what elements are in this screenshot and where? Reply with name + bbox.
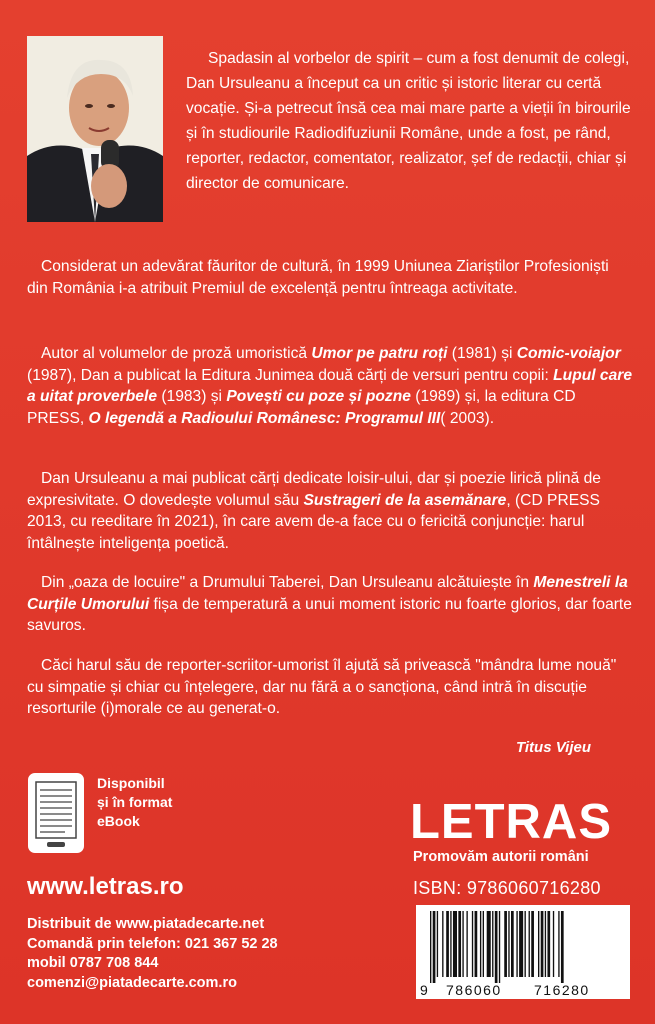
barcode-bar <box>508 911 509 977</box>
barcode-bar <box>487 911 491 977</box>
mobile-line: mobil 0787 708 844 <box>27 955 159 971</box>
barcode-bar <box>558 911 559 977</box>
barcode-bar <box>545 911 546 977</box>
book-title: Lupul care a uitat proverbele <box>27 366 633 405</box>
paragraph-award: Considerat un adevărat făuritor de cultură, în 1999 Uniunea Ziariștilor Profesioniști din România i-a atribuit Premiul de excelență pentru întreaga activitate. <box>27 258 609 297</box>
isbn-number: ISBN: 9786060716280 <box>413 878 601 898</box>
barcode-bar <box>442 911 443 977</box>
barcode-bar <box>519 911 523 977</box>
barcode-bar <box>541 911 544 977</box>
paragraph-poetry: Dan Ursuleanu a mai publicat cărți dedicate loisir-ului, dar și poezie lirică plină de expresivitate. O dovedește volumul său Sustrageri de la asemănare, (CD PRESS 2013, cu reeditare în 2021), în care avem de-a face cu o fericită conjuncție: harul întâlnește inteligența poetică. <box>27 470 601 552</box>
barcode-bar <box>529 911 530 977</box>
book-title: O legendă a Radioului Românesc: Programul III <box>88 409 441 427</box>
book-title: Umor pe patru roți <box>311 345 448 362</box>
barcode-bar <box>453 911 457 977</box>
barcode-bar <box>538 911 539 977</box>
barcode-bar <box>553 911 554 977</box>
barcode-bar <box>437 911 438 977</box>
barcode-bar <box>430 911 431 983</box>
isbn-barcode <box>416 905 630 999</box>
book-title: Sustrageri de la asemănare <box>303 491 507 509</box>
contact-info <box>27 915 278 993</box>
email-line[interactable]: comenzi@piatadecarte.com.ro <box>27 974 237 991</box>
book-title: Menestreli la Curțile Umorului <box>27 574 628 613</box>
barcode-bar <box>531 911 534 977</box>
barcode-bar <box>547 911 550 977</box>
paragraph-works: Autor al volumelor de proză umoristică Umor pe patru roți (1981) și Comic-voiajor (1987), Dan a publicat la Editura Junimea două cărți de versuri pentru copii: Lupul care a uitat proverbele (1983) și Povești cu poze și pozne (1989) și, la editura CD PRESS, O legendă a Radioului Românesc: Programul III( 2003). <box>27 345 633 427</box>
barcode-bar <box>462 911 463 977</box>
barcode-bar <box>492 911 493 977</box>
ebook-reader-icon <box>27 772 85 854</box>
distributor-line: Distribuit de www.piatadecarte.net <box>27 916 265 932</box>
publisher-website[interactable]: www.letras.ro <box>27 873 184 900</box>
barcode-bar <box>516 911 517 977</box>
barcode-bar <box>472 911 473 977</box>
barcode-bar <box>511 911 514 977</box>
publisher-logo: LETRAS <box>410 795 612 849</box>
barcode-digit-group-1: 786060 <box>446 982 502 998</box>
barcode-bar <box>480 911 481 977</box>
phone-line: Comandă prin telefon: 021 367 52 28 <box>27 935 278 952</box>
barcode-bar <box>525 911 526 977</box>
publisher-tagline: Promovăm autorii români <box>413 849 589 865</box>
barcode-bar <box>446 911 449 977</box>
barcode-bar <box>433 911 436 983</box>
paragraph-menestreli: Din „oaza de locuire" a Drumului Taberei, Dan Ursuleanu alcătuiește în Menestreli la Curțile Umorului fișa de temperatură a unui moment istoric nu foarte glorios, dar foarte savuros. <box>27 574 632 634</box>
barcode-digit-prefix: 9 <box>420 982 430 998</box>
book-title: Comic-voiajor <box>516 345 621 362</box>
review-signature: Titus Vijeu <box>515 739 591 756</box>
author-portrait <box>27 36 163 222</box>
intro-highlight: vorbelor de spirit <box>293 50 410 67</box>
barcode-bar <box>466 911 467 977</box>
barcode-bar <box>450 911 451 977</box>
barcode-bar <box>475 911 478 977</box>
barcode-bar <box>499 911 500 983</box>
paragraph-closing: Căci harul său de reporter-scriitor-umorist îl ajută să privească "mândra lume nouă" cu simpatie și chiar cu înțelegere, dar nu fără a o sancționa, când intră în discuție resorturile (i)morale ce au generat-o. <box>27 657 617 717</box>
author-intro: Spadasin al vorbelor de spirit – cum a fost denumit de colegi, Dan Ursuleanu a început ca un critic și istoric literar cu certă vocație. Și-a petrecut însă cea mai mare parte a vieții în birourile și în studiourile Radiodifuziunii Române, unde a fost, pe rând, reporter, redactor, comentator, realizator, șef de redacții, chiar și director de comunicare. <box>186 50 631 192</box>
ebook-availability: Disponibil și în format eBook <box>97 775 173 829</box>
barcode-digit-group-2: 716280 <box>534 982 590 998</box>
barcode-bar <box>504 911 507 977</box>
barcode-bar <box>561 911 564 983</box>
book-title: Povești cu poze și pozne <box>226 388 411 405</box>
barcode-bars <box>428 911 618 983</box>
barcode-bar <box>483 911 484 977</box>
barcode-bar <box>495 911 498 983</box>
barcode-bar <box>458 911 461 977</box>
